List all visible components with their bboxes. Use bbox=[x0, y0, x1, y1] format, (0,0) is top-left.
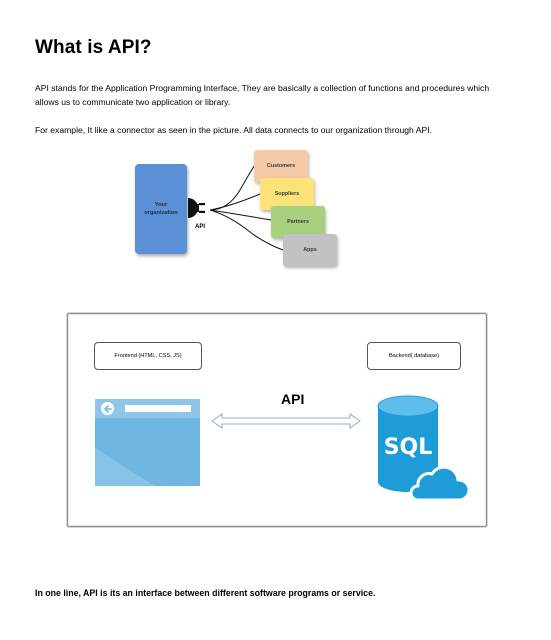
page-title: What is API? bbox=[35, 37, 152, 58]
customers-box: Customers bbox=[254, 150, 308, 182]
example-paragraph: For example, It like a connector as seen in the picture. All data connects to our organization through API. bbox=[35, 125, 432, 135]
browser-window-icon bbox=[95, 399, 200, 486]
frontend-label: Frontend (HTML, CSS, JS) bbox=[94, 342, 202, 370]
database-cylinder-icon bbox=[374, 394, 470, 506]
browser-address-bar bbox=[125, 405, 191, 412]
organization-box bbox=[135, 164, 187, 254]
database-label: SQL bbox=[383, 435, 433, 460]
back-arrow-icon bbox=[101, 402, 114, 415]
conclusion-text: In one line, API is its an interface between different software programs or service. bbox=[35, 588, 376, 598]
intro-paragraph: API stands for the Application Programming Interface, They are basically a collection of functions and procedures which allows us to communicate two application or library. bbox=[35, 83, 490, 107]
plug-api-label: API bbox=[195, 224, 206, 230]
organization-label-line1: Your bbox=[154, 202, 168, 208]
double-arrow-icon bbox=[210, 413, 362, 429]
browser-toolbar bbox=[95, 399, 200, 418]
plug-icon bbox=[186, 195, 212, 221]
organization-label-line2: organization bbox=[144, 210, 178, 216]
apps-box: Apps bbox=[283, 234, 337, 266]
suppliers-box: Suppliers bbox=[260, 178, 314, 210]
api-label: API bbox=[281, 391, 305, 407]
backend-label: Backend( database) bbox=[367, 342, 461, 370]
partners-box: Partners bbox=[271, 206, 325, 238]
browser-content-area bbox=[95, 418, 200, 486]
organization-label bbox=[144, 201, 177, 217]
